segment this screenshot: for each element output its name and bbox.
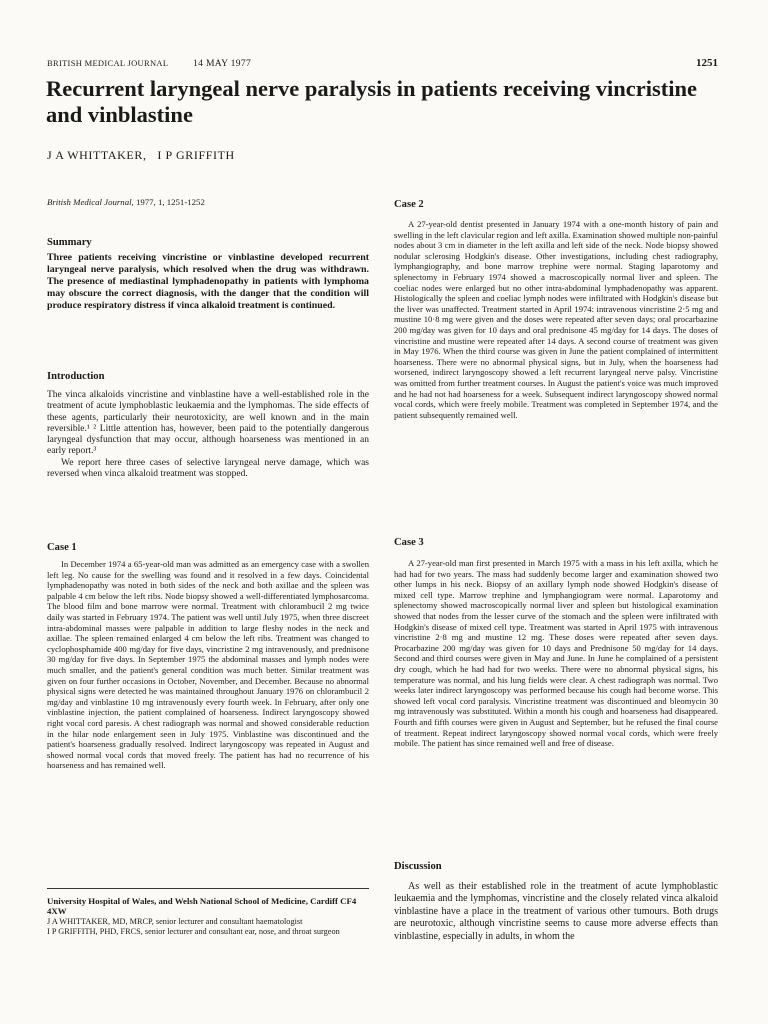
article-title: Recurrent laryngeal nerve paralysis in patients receiving vincristine and vinblastine xyxy=(46,76,697,127)
issue-date: 14 MAY 1977 xyxy=(193,58,252,69)
affiliation-divider xyxy=(47,888,369,889)
author-2-credentials: I P GRIFFITH, PHD, FRCS, senior lecturer and consultant ear, nose, and throat surgeon xyxy=(47,926,340,936)
running-header xyxy=(47,58,251,69)
citation-line xyxy=(47,197,205,207)
discussion-text: As well as their established role in the treatment of acute lymphoblastic leukaemia and the lymphomas, vincristine and the closely related vinca alkaloid vinblastine have a place in the treatment of various other tumours. Both drugs are neurotoxic, although vincristine seems to cause more adverse effects than vinblastine, especially in adults, in whom the xyxy=(394,881,718,942)
case1-text: In December 1974 a 65-year-old man was admitted as an emergency case with a swollen left leg. No cause for the swelling was found and it resolved in a few days. Coincidental lymphadenopathy was noted in both sides of the neck and both axillae and the spleen was palpable 4 cm below the left ribs. Node biopsy showed a well-differentiated lymphosarcoma. The blood film and bone marrow were normal. Treatment with chlorambucil 2 mg twice daily was started in February 1974. The patient was well until July 1975, when three discreet intra-abdominal masses were palpable in addition to large fleshy nodes in the neck and axillae. The spleen remained enlarged 4 cm below the left ribs. Treatment was changed to cyclophosphamide 400 mg/day for five days, vincristine 2 mg intravenously, and prednisone 30 mg/day for five days. In September 1975 the abdominal masses and lymph nodes were much smaller, and the patient's general condition was much better. Similar treatment was given on four further occasions in October, November, and December. Because no abnormal physical signs were detected he was maintained throughout January 1976 on chlorambucil 2 mg/day and vinblastine 10 mg intravenously every fourth week. In February, after only one vinblastine injection, the patient complained of hoarseness. Indirect laryngoscopy showed right vocal cord paresis. A chest radiograph was normal and showed considerable reduction in the hilar node enlargement seen in July 1975. Vinblastine was discontinued and the patient's hoarseness gradually resolved. Indirect laryngoscopy was repeated in August and showed normal vocal cords that moved freely. The patient has had no recurrence of his hoarseness and has remained well. xyxy=(47,559,369,771)
introduction-body xyxy=(47,390,369,480)
institution: University Hospital of Wales, and Welsh National School of Medicine, Cardiff CF4 4XW xyxy=(47,896,357,917)
journal-name: BRITISH MEDICAL JOURNAL xyxy=(47,58,169,68)
affiliation-block xyxy=(47,896,369,937)
case3-heading: Case 3 xyxy=(394,537,424,548)
case3-text: A 27-year-old man first presented in March 1975 with a mass in his left axilla, which he had had for two years. The mass had suddenly become larger and examination showed two other lumps in his neck. Biopsy of an axillary lymph node showed Hodgkin's disease of mixed cell type. Marrow trephine and lymphangiogram were normal. Laparotomy and splenectomy showed macroscopically normal liver and spleen but histological examination showed that nodes from the lesser curve of the stomach and the spleen were infiltrated with Hodgkin's disease of mixed cell type. Treatment was started in April 1975 with intravenous vincristine 2·8 mg and mustine 12 mg. These doses were repeated after seven days. Procarbazine 200 mg/day was given for 10 days and Prednisone 50 mg/day for 14 days. Second and third courses were given in May and June. In June he complained of a persistent dry cough, which he had had for two weeks. There were no abnormal physical signs, his temperature was normal, and his lung fields were clear. A chest radiograph was normal. Two weeks later indirect laryngoscopy was performed because his cough had become worse. This showed left vocal cord paralysis. Vincristine treatment was discontinued and bleomycin 30 mg intravenously was substituted. Within a month his cough and hoarseness had disappeared. Fourth and fifth courses were given in August and September, but he refused the final course of treatment. Repeat indirect laryngoscopy showed normal vocal cords, which were freely mobile. The patient has since remained well and free of disease. xyxy=(394,558,718,749)
discussion-heading: Discussion xyxy=(394,861,442,872)
introduction-heading: Introduction xyxy=(47,371,105,382)
summary-text: Three patients receiving vincristine or vinblastine developed recurrent laryngeal nerve paralysis, which resolved when the drug was withdrawn. The presence of mediastinal lymphadenopathy in patients with lymphoma may obscure the correct diagnosis, with the danger that the condition will produce respiratory distress if vinca alkaloid treatment is continued. xyxy=(47,252,369,312)
author-line: J A WHITTAKER, I P GRIFFITH xyxy=(47,148,235,162)
case1-heading: Case 1 xyxy=(47,542,77,553)
case2-text: A 27-year-old dentist presented in January 1974 with a one-month history of pain and swelling in the left clavicular region and left axilla. Examination showed multiple non-painful nodes about 3 cm in diameter in the left axilla and left side of the neck. Node biopsy showed nodular sclerosing Hodgkin's disease. Other investigations, including chest radiography, lymphangiography, and bone marrow trephine were normal. Staging laparotomy and splenectomy in February 1974 showed a macroscopically normal liver and spleen. The coeliac nodes were enlarged but no other intra-abdominal lymphadenopathy was apparent. Histologically the spleen and coeliac lymph nodes were infiltrated with Hodgkin's disease but the liver was unaffected. Treatment started in April 1974: intravenous vincristine 2·5 mg and mustine 10·8 mg were given and the doses were repeated after seven days; oral procarbazine 200 mg/day was given for 10 days and oral prednisone 45 mg/day for 14 days. The doses of vincristine and mustine were repeated after 14 days. A second course of treatment was given in May 1976. When the third course was given in June the patient complained of intermittent hoarseness. There were no abnormal physical signs, but in July, when the hoarseness had worsened, indirect laryngoscopy showed a left recurrent laryngeal nerve palsy. Vincristine was omitted from further treatment courses. In August the patient's voice was much improved and he had not had hoarseness for a week. Subsequent indirect laryngoscopy showed normal vocal cords, which were freely mobile. Treatment was completed in September 1974, and the patient subsequently remained well. xyxy=(394,219,718,420)
page-number: 1251 xyxy=(696,57,718,69)
citation-details: 1977, 1, 1251-1252 xyxy=(133,197,205,207)
introduction-paragraph-1: The vinca alkaloids vincristine and vinblastine have a well-established role in the treatment of acute lymphoblastic leukaemia and the lymphomas. The side effects of these agents, particularly their neurotoxicity, are well known and in the main reversible.¹ ² Little attention has, however, been paid to the potentially dangerous laryngeal dysfunction that may occur, although hoarseness was mentioned in an early report.³ xyxy=(47,390,369,457)
summary-heading: Summary xyxy=(47,237,92,248)
introduction-paragraph-2: We report here three cases of selective laryngeal nerve damage, which was reversed when vinca alkaloid treatment was stopped. xyxy=(47,457,369,479)
author-1-credentials: J A WHITTAKER, MD, MRCP, senior lecturer and consultant haematologist xyxy=(47,916,303,926)
citation-journal: British Medical Journal, xyxy=(47,197,134,207)
case2-heading: Case 2 xyxy=(394,199,424,210)
